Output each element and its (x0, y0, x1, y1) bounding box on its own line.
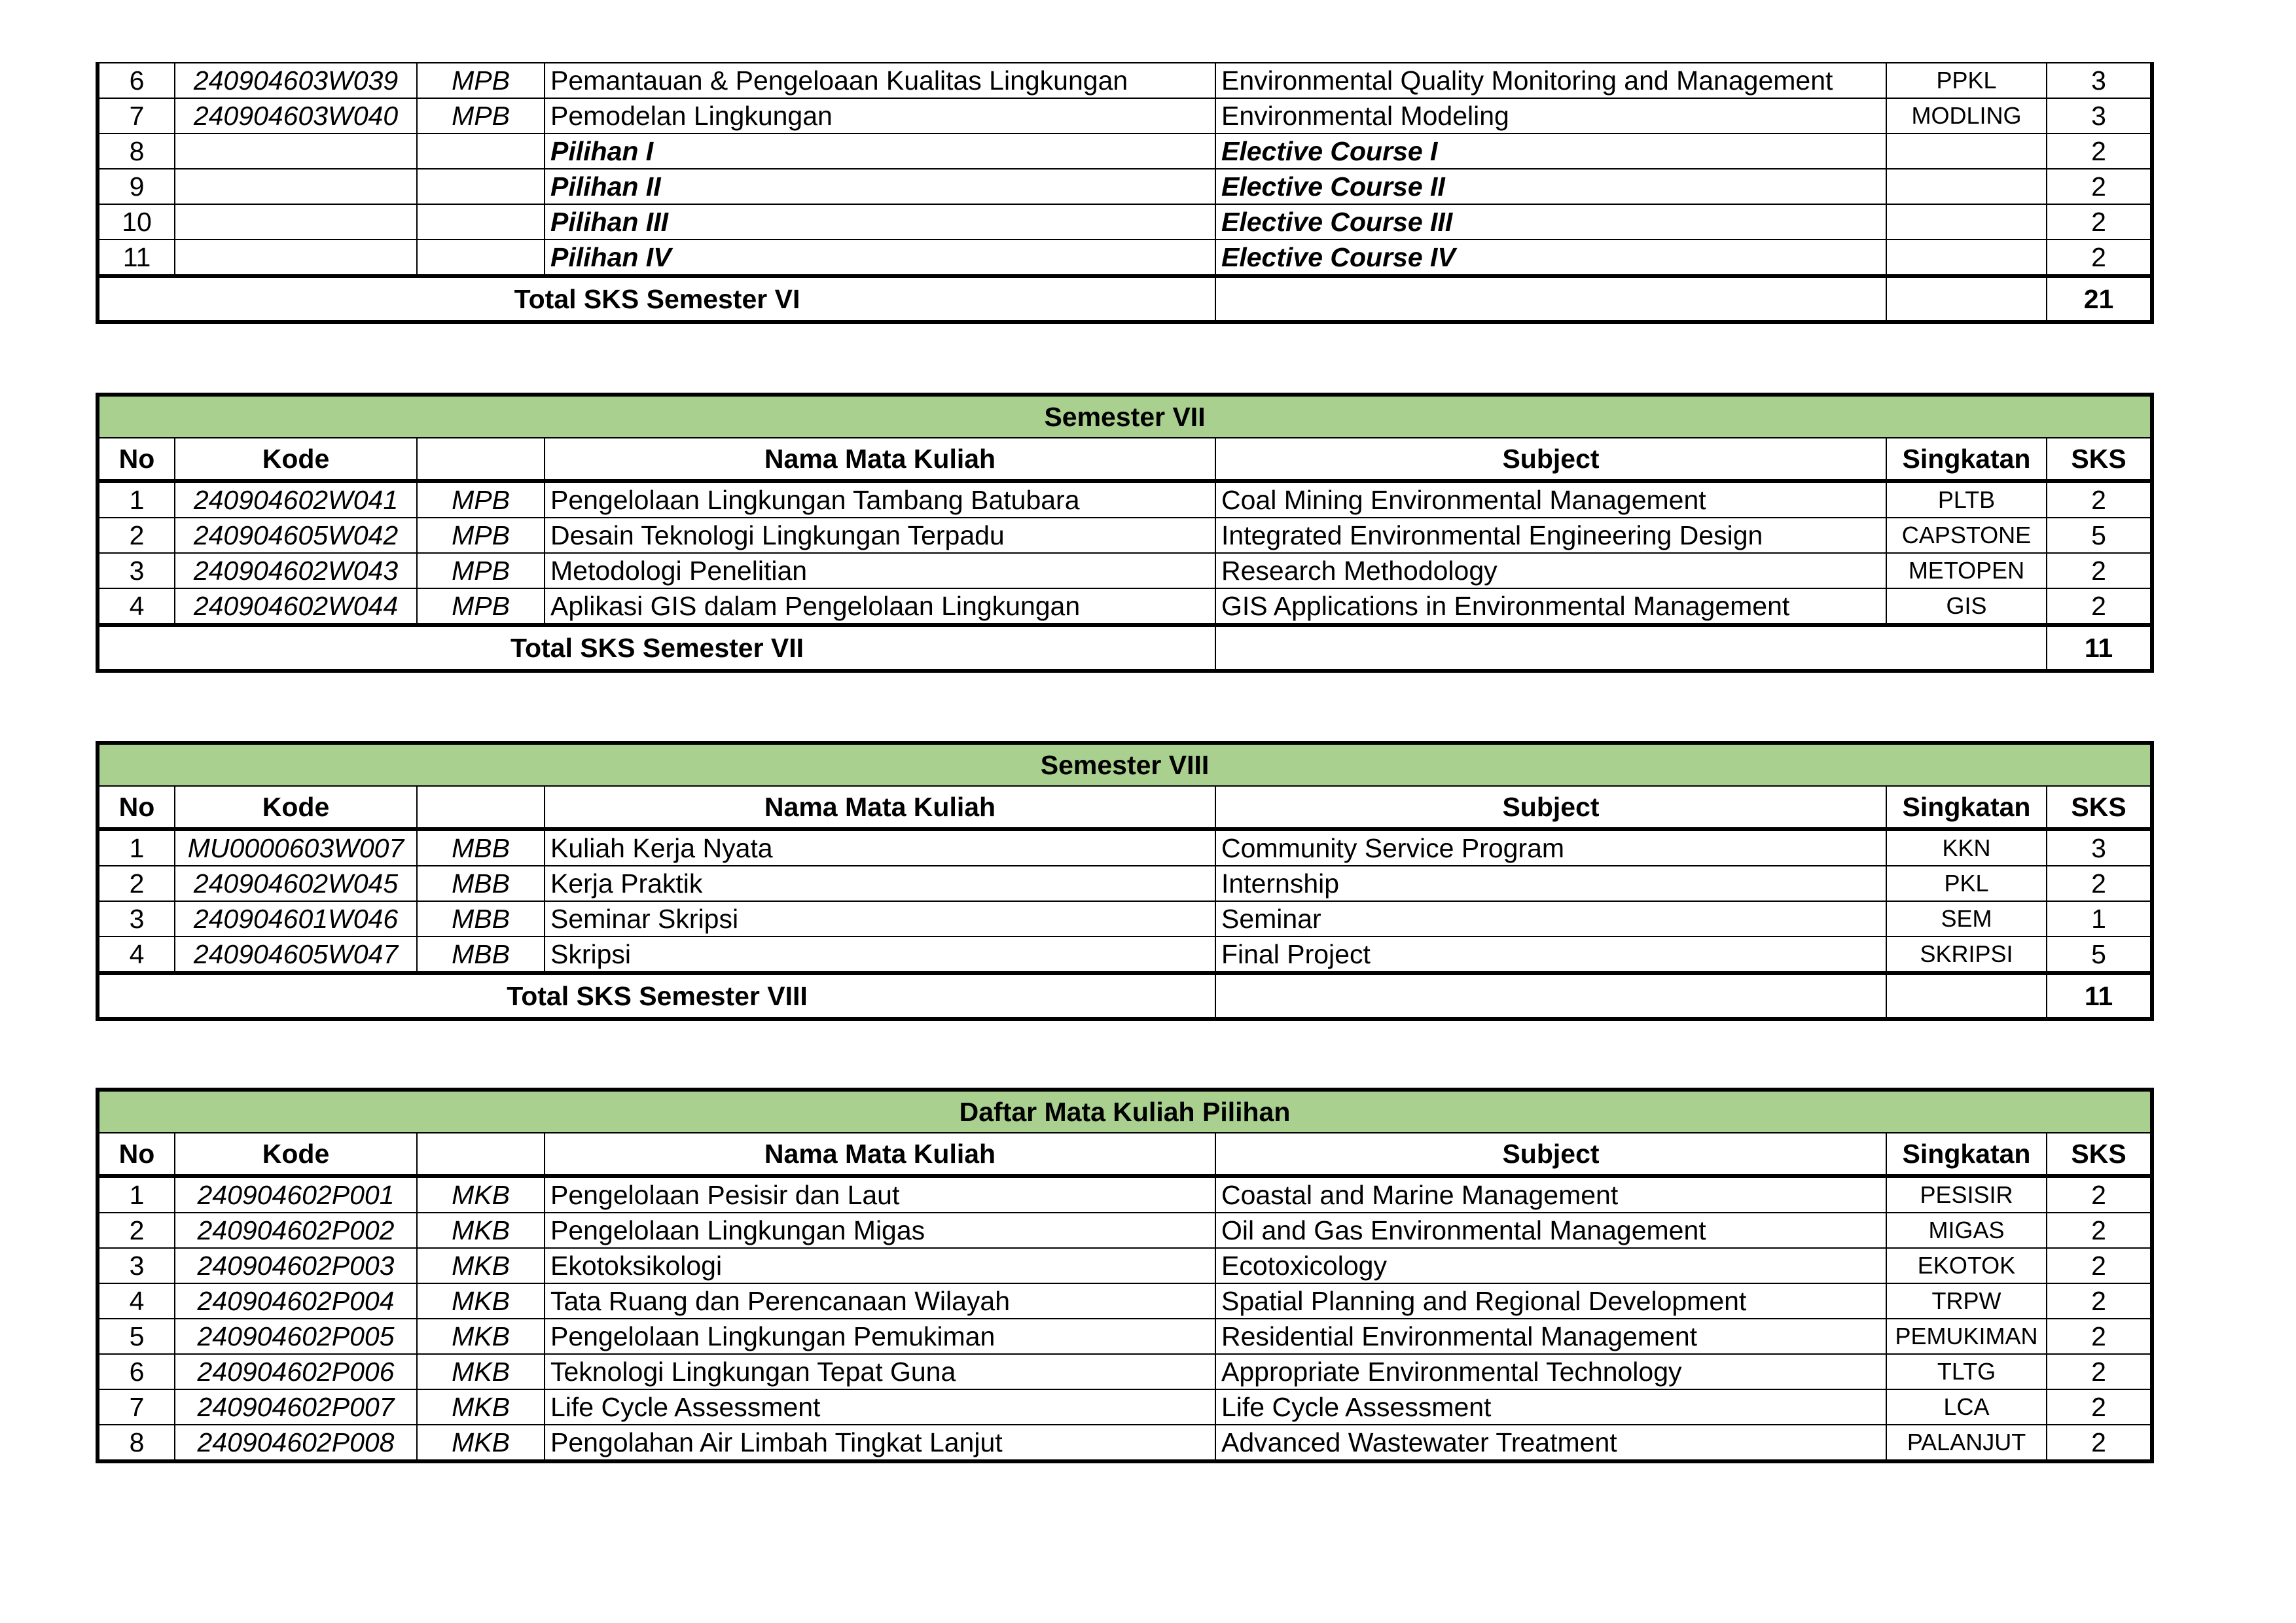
cell-abbreviation: PALANJUT (1886, 1425, 2047, 1461)
cell-category: MKB (417, 1425, 545, 1461)
cell-code: 240904602P007 (175, 1389, 417, 1425)
cell-course-name: Desain Teknologi Lingkungan Terpadu (545, 518, 1215, 553)
cell-sks: 3 (2047, 63, 2152, 98)
cell-subject: Research Methodology (1215, 553, 1886, 588)
table-row (98, 829, 2152, 866)
cell-code: 240904601W046 (175, 901, 417, 936)
cell-course-name: Aplikasi GIS dalam Pengelolaan Lingkungan (545, 588, 1215, 625)
cell-course-name: Kerja Praktik (545, 866, 1215, 901)
table-row (98, 98, 2152, 134)
cell-subject: Elective Course II (1215, 169, 1886, 204)
table-row (98, 63, 2152, 98)
cell-sks: 5 (2047, 936, 2152, 973)
table-row (98, 169, 2152, 204)
cell-no: 2 (98, 518, 175, 553)
cell-course-name: Life Cycle Assessment (545, 1389, 1215, 1425)
cell-course-name: Kuliah Kerja Nyata (545, 829, 1215, 866)
total-sks-value: 21 (2047, 276, 2152, 322)
header-no: No (98, 438, 175, 481)
table-row (98, 866, 2152, 901)
cell-category: MKB (417, 1354, 545, 1389)
table-row (98, 134, 2152, 169)
cell-course-name: Pilihan I (545, 134, 1215, 169)
table-row (98, 1389, 2152, 1425)
cell-category: MPB (417, 63, 545, 98)
header-sks: SKS (2047, 786, 2152, 829)
cell-category: MBB (417, 936, 545, 973)
cell-course-name: Metodologi Penelitian (545, 553, 1215, 588)
cell-course-name: Ekotoksikologi (545, 1248, 1215, 1283)
cell-subject: Final Project (1215, 936, 1886, 973)
cell-sks: 2 (2047, 1354, 2152, 1389)
cell-no: 2 (98, 1213, 175, 1248)
cell-sks: 2 (2047, 1283, 2152, 1319)
cell-subject: Elective Course IV (1215, 240, 1886, 276)
total-empty-cell (1886, 973, 2047, 1019)
cell-code: 240904602P001 (175, 1176, 417, 1213)
header-name: Nama Mata Kuliah (545, 438, 1215, 481)
cell-subject: Advanced Wastewater Treatment (1215, 1425, 1886, 1461)
cell-course-name: Skripsi (545, 936, 1215, 973)
cell-abbreviation: CAPSTONE (1886, 518, 2047, 553)
cell-category: MBB (417, 866, 545, 901)
header-abbreviation: Singkatan (1886, 786, 2047, 829)
cell-sks: 2 (2047, 1425, 2152, 1461)
header-code: Kode (175, 786, 417, 829)
cell-subject: Elective Course I (1215, 134, 1886, 169)
cell-abbreviation: PKL (1886, 866, 2047, 901)
cell-category: MKB (417, 1319, 545, 1354)
cell-abbreviation: PESISIR (1886, 1176, 2047, 1213)
cell-subject: Internship (1215, 866, 1886, 901)
cell-abbreviation: LCA (1886, 1389, 2047, 1425)
cell-sks: 5 (2047, 518, 2152, 553)
table-row (98, 240, 2152, 276)
cell-course-name: Pemantauan & Pengeloaan Kualitas Lingkungan (545, 63, 1215, 98)
cell-code: 240904605W047 (175, 936, 417, 973)
header-code: Kode (175, 1133, 417, 1176)
cell-subject: Environmental Quality Monitoring and Management (1215, 63, 1886, 98)
cell-category: MBB (417, 829, 545, 866)
semester-title: Semester VIII (98, 743, 2152, 786)
cell-category (417, 240, 545, 276)
cell-category: MBB (417, 901, 545, 936)
cell-no: 6 (98, 1354, 175, 1389)
total-sks-value: 11 (2047, 973, 2152, 1019)
cell-category: MKB (417, 1389, 545, 1425)
cell-code: 240904602P003 (175, 1248, 417, 1283)
table-row (98, 1283, 2152, 1319)
cell-no: 3 (98, 901, 175, 936)
cell-sks: 3 (2047, 829, 2152, 866)
cell-subject: Residential Environmental Management (1215, 1319, 1886, 1354)
cell-sks: 3 (2047, 98, 2152, 134)
column-header-row (98, 1133, 2152, 1176)
cell-subject: Ecotoxicology (1215, 1248, 1886, 1283)
cell-course-name: Pengolahan Air Limbah Tingkat Lanjut (545, 1425, 1215, 1461)
total-label: Total SKS Semester VII (98, 625, 1215, 671)
total-row (98, 625, 2152, 671)
cell-abbreviation: MODLING (1886, 98, 2047, 134)
cell-no: 1 (98, 481, 175, 518)
column-header-row (98, 786, 2152, 829)
total-label: Total SKS Semester VI (98, 276, 1215, 322)
cell-category: MKB (417, 1213, 545, 1248)
cell-abbreviation: PPKL (1886, 63, 2047, 98)
cell-no: 6 (98, 63, 175, 98)
cell-abbreviation: TRPW (1886, 1283, 2047, 1319)
header-subject: Subject (1215, 1133, 1886, 1176)
cell-no: 7 (98, 1389, 175, 1425)
cell-no: 3 (98, 553, 175, 588)
total-sks-value: 11 (2047, 625, 2152, 671)
elective-list-table (96, 1088, 2154, 1463)
table-body (98, 829, 2152, 973)
table-row (98, 1319, 2152, 1354)
cell-no: 5 (98, 1319, 175, 1354)
table-body (98, 1176, 2152, 1461)
cell-sks: 1 (2047, 901, 2152, 936)
cell-subject: Environmental Modeling (1215, 98, 1886, 134)
cell-no: 2 (98, 866, 175, 901)
table-row (98, 1354, 2152, 1389)
table-row (98, 901, 2152, 936)
cell-code: 240904603W039 (175, 63, 417, 98)
cell-subject: Oil and Gas Environmental Management (1215, 1213, 1886, 1248)
cell-subject: Elective Course III (1215, 204, 1886, 240)
table-row (98, 588, 2152, 625)
cell-abbreviation: PEMUKIMAN (1886, 1319, 2047, 1354)
total-empty-cell (1215, 276, 1886, 322)
cell-sks: 2 (2047, 240, 2152, 276)
cell-sks: 2 (2047, 204, 2152, 240)
total-empty-cell (1886, 276, 2047, 322)
semester-title: Semester VII (98, 395, 2152, 438)
header-sks: SKS (2047, 438, 2152, 481)
semester-viii-table (96, 741, 2154, 1021)
total-row (98, 276, 2152, 322)
cell-code: 240904602W041 (175, 481, 417, 518)
section-title: Daftar Mata Kuliah Pilihan (98, 1090, 2152, 1133)
cell-abbreviation (1886, 240, 2047, 276)
cell-sks: 2 (2047, 1319, 2152, 1354)
header-category (417, 1133, 545, 1176)
cell-code (175, 169, 417, 204)
cell-code: 240904602P004 (175, 1283, 417, 1319)
cell-course-name: Pengelolaan Pesisir dan Laut (545, 1176, 1215, 1213)
table-row (98, 1248, 2152, 1283)
cell-code: 240904603W040 (175, 98, 417, 134)
table-row (98, 553, 2152, 588)
cell-abbreviation: MIGAS (1886, 1213, 2047, 1248)
cell-subject: Seminar (1215, 901, 1886, 936)
cell-course-name: Pilihan III (545, 204, 1215, 240)
table-body (98, 481, 2152, 625)
header-abbreviation: Singkatan (1886, 438, 2047, 481)
total-row (98, 973, 2152, 1019)
semester-header-row (98, 1090, 2152, 1133)
cell-code: 240904602P008 (175, 1425, 417, 1461)
cell-category: MPB (417, 553, 545, 588)
cell-no: 8 (98, 134, 175, 169)
cell-no: 1 (98, 1176, 175, 1213)
total-empty-cell (1215, 973, 1886, 1019)
header-sks: SKS (2047, 1133, 2152, 1176)
cell-no: 1 (98, 829, 175, 866)
cell-course-name: Pengelolaan Lingkungan Tambang Batubara (545, 481, 1215, 518)
cell-category: MPB (417, 588, 545, 625)
header-category (417, 786, 545, 829)
table-row (98, 481, 2152, 518)
cell-abbreviation: PLTB (1886, 481, 2047, 518)
cell-code (175, 240, 417, 276)
table-row (98, 518, 2152, 553)
cell-subject: Coal Mining Environmental Management (1215, 481, 1886, 518)
cell-course-name: Tata Ruang dan Perencanaan Wilayah (545, 1283, 1215, 1319)
cell-abbreviation: EKOTOK (1886, 1248, 2047, 1283)
cell-category: MPB (417, 481, 545, 518)
header-name: Nama Mata Kuliah (545, 786, 1215, 829)
header-code: Kode (175, 438, 417, 481)
cell-no: 11 (98, 240, 175, 276)
cell-sks: 2 (2047, 553, 2152, 588)
cell-category: MPB (417, 518, 545, 553)
cell-subject: Spatial Planning and Regional Development (1215, 1283, 1886, 1319)
total-empty-cell (1215, 625, 2047, 671)
cell-no: 4 (98, 1283, 175, 1319)
cell-course-name: Pengelolaan Lingkungan Migas (545, 1213, 1215, 1248)
cell-no: 9 (98, 169, 175, 204)
cell-abbreviation: SKRIPSI (1886, 936, 2047, 973)
cell-code: 240904602P006 (175, 1354, 417, 1389)
semester-header-row (98, 743, 2152, 786)
cell-code: MU0000603W007 (175, 829, 417, 866)
cell-abbreviation: KKN (1886, 829, 2047, 866)
table-row (98, 204, 2152, 240)
header-no: No (98, 786, 175, 829)
cell-course-name: Pilihan IV (545, 240, 1215, 276)
table-body (98, 63, 2152, 276)
cell-code: 240904602P002 (175, 1213, 417, 1248)
cell-category (417, 169, 545, 204)
table-row (98, 1425, 2152, 1461)
cell-no: 8 (98, 1425, 175, 1461)
cell-category: MPB (417, 98, 545, 134)
cell-abbreviation: GIS (1886, 588, 2047, 625)
cell-subject: Community Service Program (1215, 829, 1886, 866)
cell-code: 240904602W044 (175, 588, 417, 625)
cell-no: 10 (98, 204, 175, 240)
cell-course-name: Pilihan II (545, 169, 1215, 204)
cell-code: 240904602W043 (175, 553, 417, 588)
cell-subject: Coastal and Marine Management (1215, 1176, 1886, 1213)
cell-category (417, 204, 545, 240)
cell-sks: 2 (2047, 588, 2152, 625)
table-row (98, 1176, 2152, 1213)
header-abbreviation: Singkatan (1886, 1133, 2047, 1176)
column-header-row (98, 438, 2152, 481)
cell-sks: 2 (2047, 169, 2152, 204)
header-subject: Subject (1215, 438, 1886, 481)
cell-category: MKB (417, 1248, 545, 1283)
semester-vii-table (96, 393, 2154, 673)
cell-course-name: Pemodelan Lingkungan (545, 98, 1215, 134)
cell-code: 240904605W042 (175, 518, 417, 553)
cell-code: 240904602W045 (175, 866, 417, 901)
cell-course-name: Seminar Skripsi (545, 901, 1215, 936)
semester-header-row (98, 395, 2152, 438)
cell-course-name: Pengelolaan Lingkungan Pemukiman (545, 1319, 1215, 1354)
cell-code (175, 134, 417, 169)
cell-abbreviation (1886, 169, 2047, 204)
cell-no: 4 (98, 588, 175, 625)
cell-subject: GIS Applications in Environmental Management (1215, 588, 1886, 625)
cell-sks: 2 (2047, 481, 2152, 518)
cell-subject: Appropriate Environmental Technology (1215, 1354, 1886, 1389)
cell-sks: 2 (2047, 134, 2152, 169)
cell-code: 240904602P005 (175, 1319, 417, 1354)
cell-abbreviation (1886, 134, 2047, 169)
cell-subject: Life Cycle Assessment (1215, 1389, 1886, 1425)
cell-abbreviation: TLTG (1886, 1354, 2047, 1389)
cell-category: MKB (417, 1176, 545, 1213)
total-label: Total SKS Semester VIII (98, 973, 1215, 1019)
header-name: Nama Mata Kuliah (545, 1133, 1215, 1176)
header-category (417, 438, 545, 481)
cell-abbreviation (1886, 204, 2047, 240)
cell-sks: 2 (2047, 866, 2152, 901)
cell-no: 4 (98, 936, 175, 973)
cell-course-name: Teknologi Lingkungan Tepat Guna (545, 1354, 1215, 1389)
semester-vi-table (96, 62, 2154, 324)
cell-no: 3 (98, 1248, 175, 1283)
cell-no: 7 (98, 98, 175, 134)
cell-subject: Integrated Environmental Engineering Design (1215, 518, 1886, 553)
cell-sks: 2 (2047, 1213, 2152, 1248)
cell-abbreviation: SEM (1886, 901, 2047, 936)
cell-abbreviation: METOPEN (1886, 553, 2047, 588)
header-no: No (98, 1133, 175, 1176)
cell-code (175, 204, 417, 240)
table-row (98, 1213, 2152, 1248)
cell-category: MKB (417, 1283, 545, 1319)
header-subject: Subject (1215, 786, 1886, 829)
cell-category (417, 134, 545, 169)
cell-sks: 2 (2047, 1176, 2152, 1213)
cell-sks: 2 (2047, 1248, 2152, 1283)
cell-sks: 2 (2047, 1389, 2152, 1425)
table-row (98, 936, 2152, 973)
